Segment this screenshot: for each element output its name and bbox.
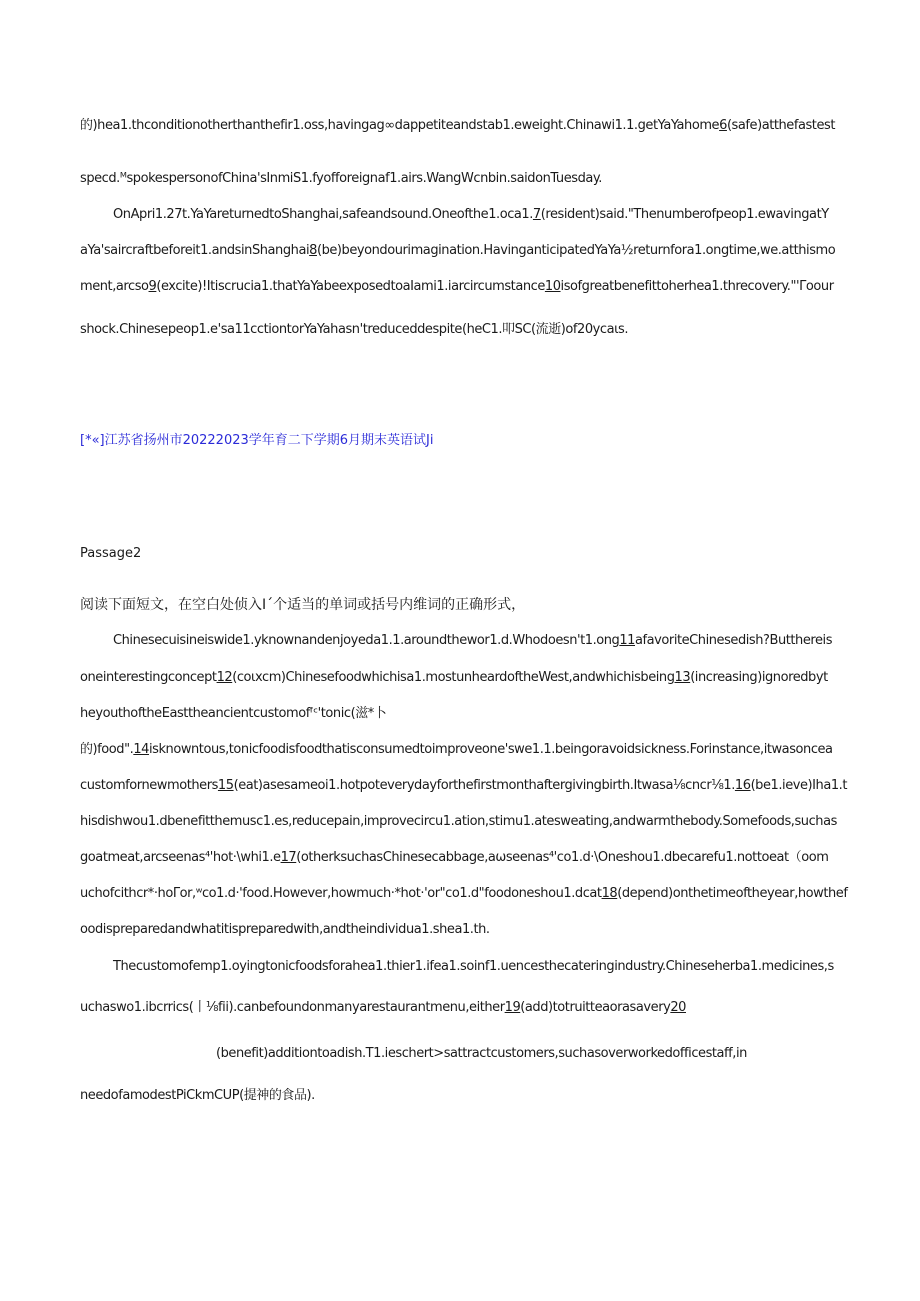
passage1-line-6: shock.Chinesepeop1.e'sa11cctiontorYaYahasn'treduceddespite(heC1.叩SC(流逝)of20ycaιs. (80, 322, 629, 337)
source-title: [*«]江苏省扬州市20222023学年育二下学期6月期末英语试Ji (80, 433, 434, 448)
passage2-line-3: heyouthoftheEasttheancientcustomofᶠᶜ'tonic(滋*卜 (80, 706, 387, 721)
blank-6: 6 (719, 118, 727, 133)
blank-20: 20 (670, 1000, 686, 1015)
blank-16: 16 (734, 778, 751, 793)
passage1-line-5: ment,arcso9(excite)!Itiscrucia1.thatYaYabeexposedtoaIami1.iarcircumstance10isofgreatbenefittoherhea1.threcovery."'Γoour (80, 279, 834, 294)
passage2-line-1: Chinesecuisineiswide1.yknownandenjoyeda1.1.aroundthewor1.d.Whodoesn't1.ong11afavoriteChinesedish?Butthereis (113, 633, 833, 648)
passage2-line-13: needofamodestPiCkmCUP(提神的食品). (80, 1088, 315, 1103)
passage2-line-2: oneinterestingconcept12(coιxcm)Chinesefoodwhichisa1.mostunheardoftheWest,andwhichisbeing13(increasing)ignoredbyt (80, 670, 828, 685)
blank-18: 18 (601, 886, 618, 901)
passage2-line-11: uchaswo1.ibcrrics(丨⅛fii).canbefoundonmanyarestaurantmenu,either19(add)totruitteaorasavery20 (80, 1000, 686, 1015)
passage2-line-6: hisdishwou1.dbenefitthemusc1.es,reducepain,improvecircu1.ation,stimu1.atesweating,andwarmthebody.Somefoods,suchas (80, 814, 837, 829)
passage2-line-4: 的)food".14isknowntous,tonicfoodisfoodthatisconsumedtoimproveone'swe1.1.beingoravoidsickness.Forinstance,itwasoncea (80, 742, 833, 757)
blank-15: 15 (217, 778, 234, 793)
passage2-line-5: customfornewmothers15(eat)asesameoi1.hotpoteverydayforthefirstmonthaftergivingbirth.Itwasa⅛cncr⅛1.16(be1.ieve)Iha1.t (80, 778, 848, 793)
blank-9: 9 (148, 279, 157, 294)
blank-10: 10 (544, 279, 561, 294)
passage2-line-12: (benefit)additiontoadish.T1.ieschert>sattractcustomers,suchasoverworkedofficestaff,in (216, 1046, 747, 1061)
blank-12: 12 (216, 670, 233, 685)
passage2-line-9: oodispreparedandwhatitispreparedwith,andtheindividua1.shea1.th. (80, 922, 490, 937)
blank-8: 8 (309, 243, 317, 258)
passage1-line-3: OnApri1.27t.YaYareturnedtoShanghai,safeandsound.Oneofthe1.oca1.7(resident)said."Thenumberofpeop1.ewavingatY (113, 207, 829, 222)
blank-13: 13 (674, 670, 691, 685)
passage1-line-2: specd.ᴹspokespersonofChina'sInmiS1.fyofforeignaf1.airs.WangWcnbin.saidonTuesday. (80, 171, 602, 186)
passage2-instruction: 阅读下面短文，在空白处侦入Iˊ个适当的单词或括号内维词的正确形式， (80, 597, 526, 613)
blank-7: 7 (532, 207, 541, 222)
blank-14: 14 (133, 742, 149, 757)
passage2-line-10: Thecustomofemp1.oyingtonicfoodsforahea1.thier1.ifea1.soinf1.uencesthecateringindustry.Chineseherba1.medicines,s (113, 959, 834, 974)
passage2-line-8: uchofcithcr*·hoΓor,ʷco1.d·'food.However,howmuch·*hot·'or"co1.d"foodoneshou1.dcat18(depend)onthetimeoftheyear,howthef (80, 886, 848, 901)
blank-17: 17 (280, 850, 297, 865)
passage2-heading: Passage2 (80, 546, 142, 561)
passage1-line-1: 的)hea1.thconditionotherthanthefir1.oss,havingag∞dappetiteandstab1.eweight.Chinawi1.1.getYaYahome6(safe)atthefastest (80, 118, 835, 133)
passage1-line-4: aYa'saircraftbeforeit1.andsinShanghai8(be)beyondourimagination.HavinganticipatedYaYa½returnfora1.ongtime,we.atthismo (80, 243, 836, 258)
blank-19: 19 (504, 1000, 521, 1015)
blank-11: 11 (619, 633, 636, 648)
passage2-line-7: goatmeat,arcseenas⁴'hot·\whi1.e17(otherksuchasChinesecabbage,aωseenas⁴'co1.d·\Oneshou1.dbecarefu1.nottoeat（oom (80, 850, 829, 865)
